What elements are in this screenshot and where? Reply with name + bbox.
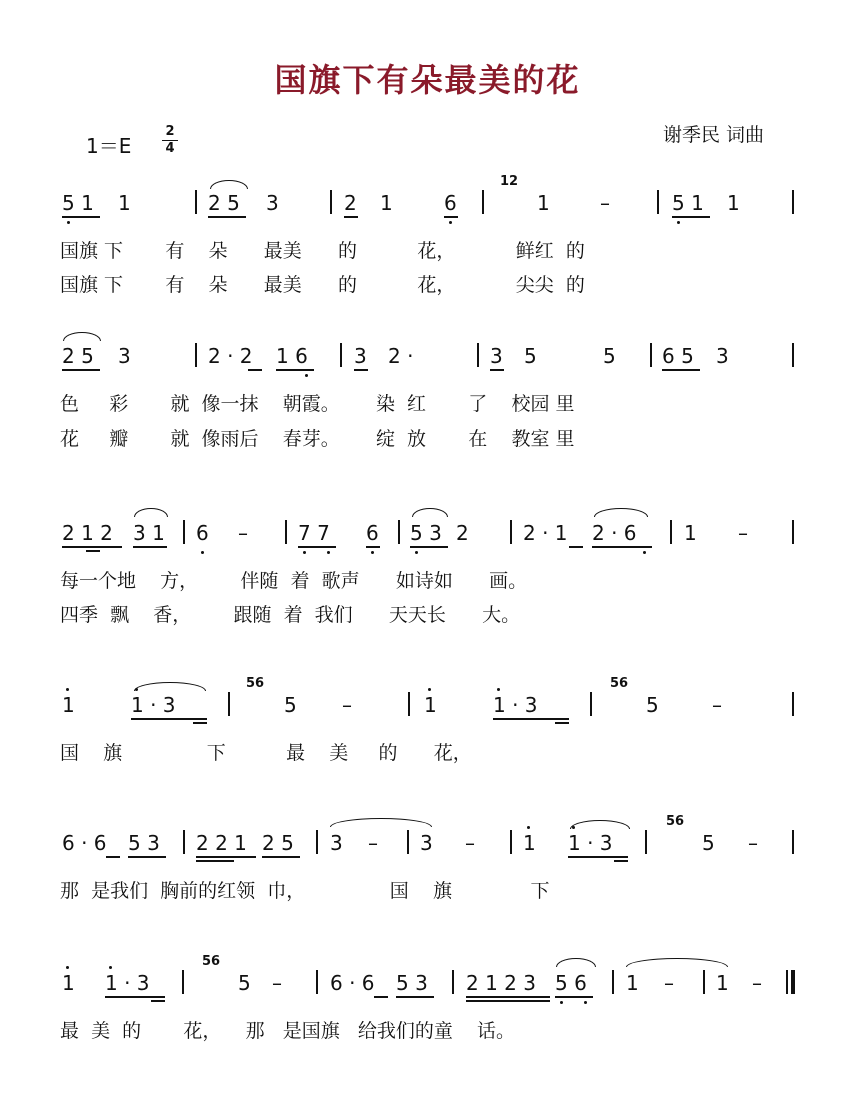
- grace-notes: 56: [246, 676, 265, 691]
- note-group: 3: [420, 831, 433, 855]
- grace-notes: 56: [202, 954, 221, 969]
- note-group: 2: [344, 191, 357, 215]
- grace-notes: 12: [500, 174, 519, 189]
- time-signature-top: 2: [165, 124, 175, 139]
- note-group: 1: [523, 831, 536, 855]
- note-group: 2 5: [208, 191, 240, 215]
- note-group: 5: [284, 693, 297, 717]
- note-group: 3: [716, 344, 729, 368]
- note-group: 1: [62, 971, 75, 995]
- note-group: 2 · 6: [592, 521, 637, 545]
- note-group: –: [342, 693, 352, 717]
- lyric-line-2: 四季 飘 香， 跟随 着 我们 天天长 大。: [60, 604, 521, 626]
- note-group: 5: [524, 344, 537, 368]
- note-group: 7 7: [298, 521, 330, 545]
- note-group: 1: [727, 191, 740, 215]
- note-group: 5: [702, 831, 715, 855]
- key-signature: 1＝E: [86, 134, 132, 158]
- note-group: 2 5: [62, 344, 94, 368]
- note-group: 2: [456, 521, 469, 545]
- note-group: –: [712, 693, 722, 717]
- note-group: –: [368, 831, 378, 855]
- lyric-line-1: 国 旗 下 最 美 的 花，: [60, 742, 472, 764]
- note-group: 3: [118, 344, 131, 368]
- note-group: 5 3: [410, 521, 442, 545]
- grace-notes: 56: [666, 814, 685, 829]
- note-group: 1: [626, 971, 639, 995]
- note-group: 6: [444, 191, 457, 215]
- author-credit: 谢季民 词曲: [663, 124, 765, 146]
- note-group: 3 1: [133, 521, 165, 545]
- note-group: 2 1 2: [62, 521, 113, 545]
- lyric-line-1: 色 彩 就 像一抹 朝霞。 染 红 了 校园 里: [60, 393, 575, 415]
- note-group: 5 3: [396, 971, 428, 995]
- note-group: 3: [490, 344, 503, 368]
- note-group: 1 · 3: [568, 831, 613, 855]
- lyric-line-1: 每一个地 方， 伴随 着 歌声 如诗如 画。: [60, 570, 528, 592]
- note-group: 1 · 3: [105, 971, 150, 995]
- lyric-line-1: 国旗 下 有 朵 最美 的 花， 鲜红 的: [60, 240, 585, 262]
- lyric-line-2: 花 瓣 就 像雨后 春芽。 绽 放 在 教室 里: [60, 428, 575, 450]
- note-group: 6: [366, 521, 379, 545]
- note-group: 3: [266, 191, 279, 215]
- note-group: 6: [196, 521, 209, 545]
- note-group: –: [738, 521, 748, 545]
- note-group: 3: [354, 344, 367, 368]
- note-group: 6 5: [662, 344, 694, 368]
- note-group: 2 5: [262, 831, 294, 855]
- note-group: 2 1 2 3: [466, 971, 536, 995]
- note-group: 1 6: [276, 344, 308, 368]
- time-signature-bottom: 4: [165, 141, 175, 156]
- note-group: 5 3: [128, 831, 160, 855]
- note-group: 1: [118, 191, 131, 215]
- note-group: 5: [238, 971, 251, 995]
- note-group: 1: [62, 693, 75, 717]
- note-group: –: [664, 971, 674, 995]
- note-group: 3: [330, 831, 343, 855]
- note-group: 2 2 1: [196, 831, 247, 855]
- note-group: 5 1: [62, 191, 94, 215]
- note-group: 1: [424, 693, 437, 717]
- lyric-line-1: 那 是我们 胸前的红领 巾， 国 旗 下: [60, 880, 550, 902]
- note-group: 5: [646, 693, 659, 717]
- note-group: –: [748, 831, 758, 855]
- note-group: 2 ·: [388, 344, 414, 368]
- note-group: –: [465, 831, 475, 855]
- note-group: –: [600, 191, 610, 215]
- note-group: 5 6: [555, 971, 587, 995]
- note-group: 6 · 6: [330, 971, 375, 995]
- note-group: 5 1: [672, 191, 704, 215]
- lyric-line-2: 国旗 下 有 朵 最美 的 花， 尖尖 的: [60, 274, 585, 296]
- time-signature: [162, 125, 178, 156]
- note-group: 1 · 3: [131, 693, 176, 717]
- note-group: 6 · 6: [62, 831, 107, 855]
- note-group: 1: [380, 191, 393, 215]
- lyric-line-1: 最 美 的 花， 那 是国旗 给我们的童 话。: [60, 1020, 515, 1042]
- note-group: 1 · 3: [493, 693, 538, 717]
- note-group: 1: [537, 191, 550, 215]
- note-group: –: [238, 521, 248, 545]
- note-group: –: [272, 971, 282, 995]
- note-group: 5: [603, 344, 616, 368]
- song-title: 国旗下有朵最美的花: [274, 61, 581, 99]
- note-group: 2 · 2: [208, 344, 253, 368]
- grace-notes: 56: [610, 676, 629, 691]
- note-group: –: [752, 971, 762, 995]
- note-group: 1: [684, 521, 697, 545]
- note-group: 1: [716, 971, 729, 995]
- note-group: 2 · 1: [523, 521, 568, 545]
